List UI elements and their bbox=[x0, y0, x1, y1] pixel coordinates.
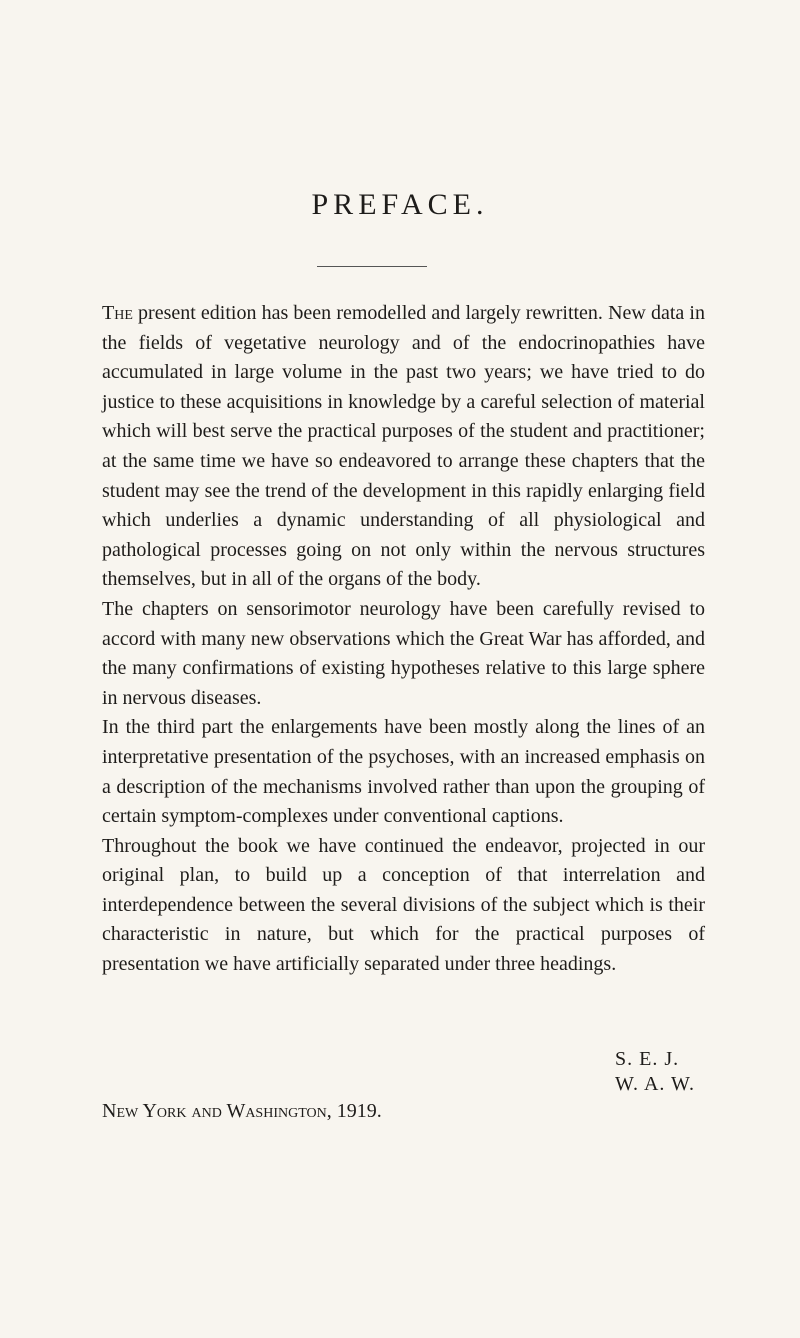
paragraph-4: Throughout the book we have continued the endeavor, projected in our original plan, to build up a conception of that interrelation and interdependence between the several divisions of the subject which is their characteristic in nature, but which for the practical purposes of presentation we have artificially separated under three headings. bbox=[102, 834, 705, 976]
signature-initials-1: S. E. J. bbox=[615, 1048, 680, 1070]
paragraph-3: In the third part the enlargements have been mostly along the lines of an interpretative presentation of the psychoses, with an increased emphasis on a description of the mechanisms involved rather than upon the grouping of certain symptom-complexes under conventional captions. bbox=[102, 716, 705, 828]
title-divider bbox=[317, 266, 427, 267]
signature-initials-2: W. A. W. bbox=[615, 1073, 696, 1095]
preface-body bbox=[102, 299, 705, 980]
page-title: PREFACE. bbox=[311, 188, 489, 221]
paragraph-2: The chapters on sensorimotor neurology have been carefully revised to accord with many new observations which the Great War has afforded, and the many confirmations of existing hypotheses relative to this large sphere in nervous diseases. bbox=[102, 597, 705, 709]
place-and-date: New York and Washington, 1919. bbox=[102, 1100, 382, 1122]
paragraph-lead-word: The bbox=[102, 302, 133, 324]
paragraph-1 bbox=[102, 299, 705, 595]
paragraph-text: present edition has been remodelled and largely rewritten. New data in the fields of vegetative neurology and of the endocrinopathies have accumulated in large volume in the past two years; we have tried to do justice to these acquisitions in knowledge by a careful selection of material which will best serve the practical purposes of the student and practitioner; at the same time we have so endeavored to arrange these chapters that the student may see the trend of the development in this rapidly enlarging field which underlies a dynamic understanding of all physiological and pathological processes going on not only within the nervous structures themselves, but in all of the organs of the body. bbox=[102, 302, 705, 591]
